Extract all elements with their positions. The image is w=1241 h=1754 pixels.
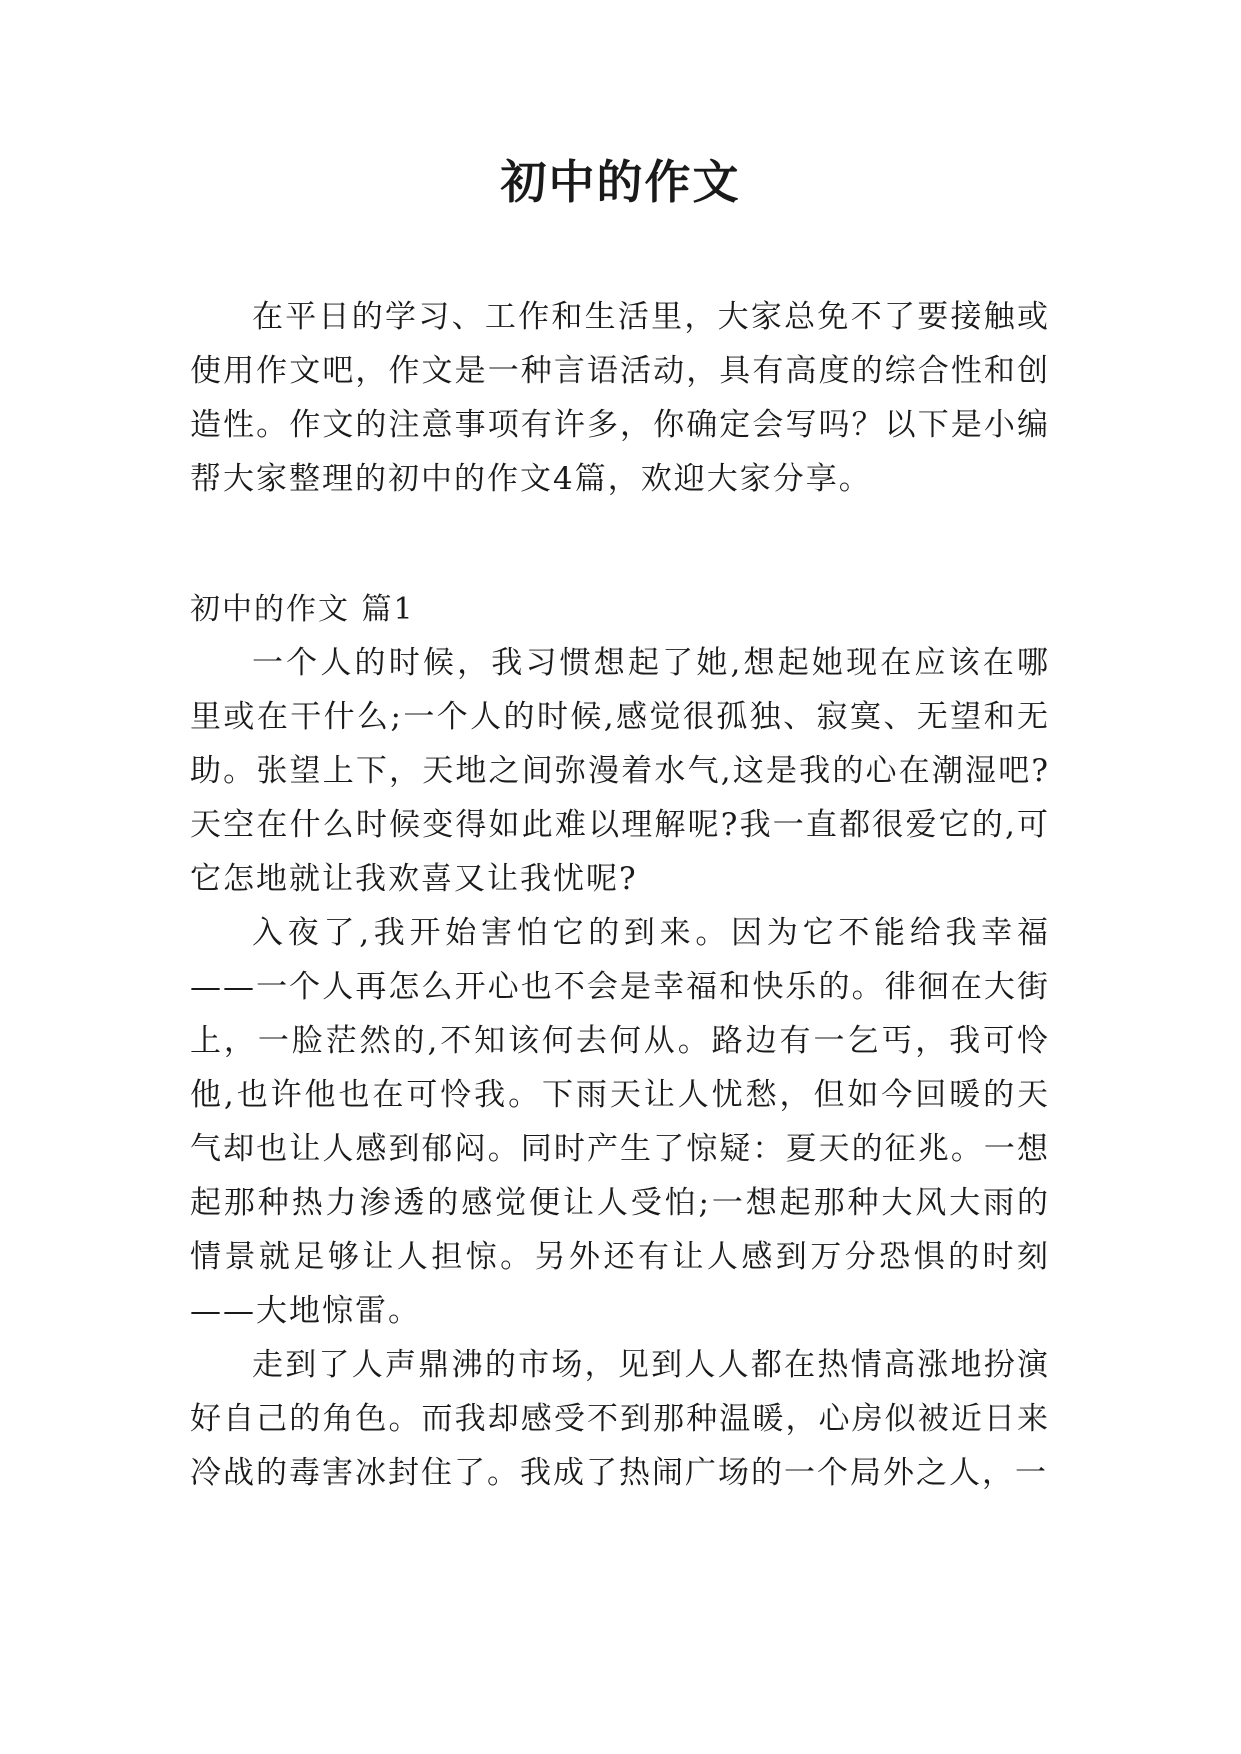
body-paragraph-3: 走到了人声鼎沸的市场，见到人人都在热情高涨地扮演好自己的角色。而我却感受不到那种温暖，心房似被近日来冷战的毒害冰封住了。我成了热闹广场的一个局外之人，一: [190, 1347, 1050, 1491]
body-paragraph-2: 入夜了,我开始害怕它的到来。因为它不能给我幸福——一个人再怎么开心也不会是幸福和快乐的。徘徊在大街上，一脸茫然的,不知该何去何从。路边有一乞丐，我可怜他,也许他也在可怜我。下雨天让人忧愁，但如今回暖的天气却也让人感到郁闷。同时产生了惊疑：夏天的征兆。一想起那种热力渗透的感觉便让人受怕;一想起那种大风大雨的情景就足够让人担惊。另外还有让人感到万分恐惧的时刻——大地惊雷。: [190, 915, 1050, 1329]
document-body: [190, 290, 1050, 1500]
section-heading: 初中的作文 篇1: [190, 592, 415, 627]
intro-paragraph: 在平日的学习、工作和生活里，大家总免不了要接触或使用作文吧，作文是一种言语活动，具有高度的综合性和创造性。作文的注意事项有许多，你确定会写吗？以下是小编帮大家整理的初中的作文4篇，欢迎大家分享。: [190, 299, 1050, 497]
document-title: 初中的作文: [500, 155, 741, 209]
body-paragraph-1: 一个人的时候，我习惯想起了她,想起她现在应该在哪里或在干什么;一个人的时候,感觉很孤独、寂寞、无望和无助。张望上下，天地之间弥漫着水气,这是我的心在潮湿吧?天空在什么时候变得如此难以理解呢?我一直都很爱它的,可它怎地就让我欢喜又让我忧呢?: [190, 645, 1050, 897]
